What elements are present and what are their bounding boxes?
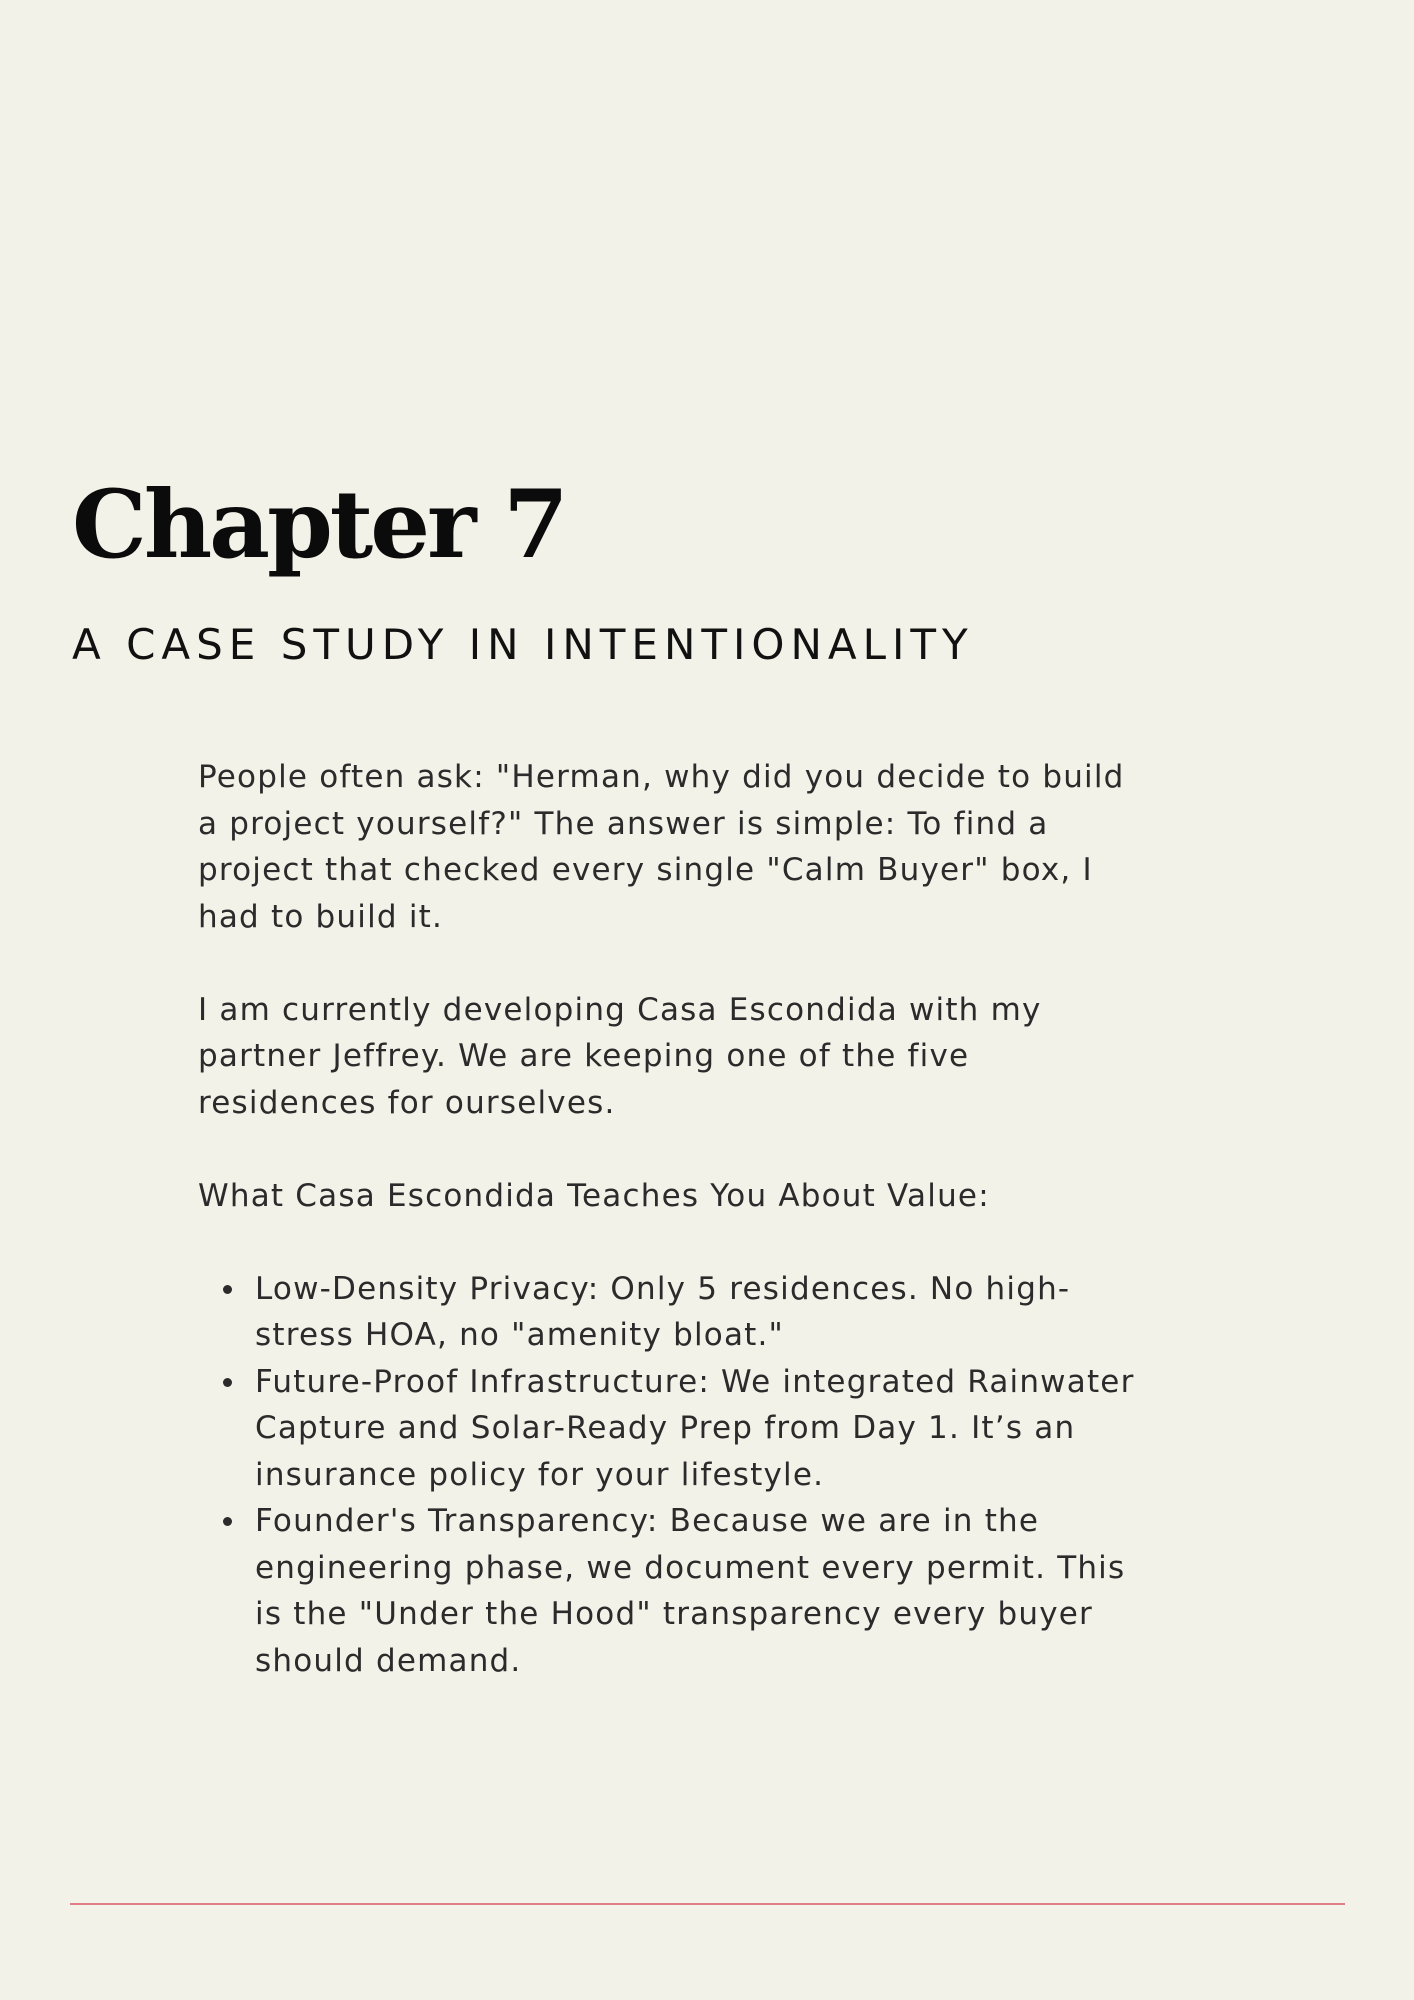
bullet-icon — [223, 1285, 232, 1294]
list-item-low-density-privacy — [255, 1266, 1138, 1359]
body-copy — [198, 754, 1138, 1684]
list-item-text: Founder's Transparency: Because we are in the engineering phase, we document every permit. This is the "Under the Hood" transparency every buyer should demand. — [255, 1503, 1126, 1679]
footer-divider — [70, 1903, 1345, 1905]
list-item-founders-transparency — [255, 1498, 1138, 1684]
value-list — [198, 1266, 1138, 1685]
development-paragraph: I am currently developing Casa Escondida with my partner Jeffrey. We are keeping one of the five residences for ourselves. — [198, 991, 1042, 1121]
bullet-icon — [223, 1378, 232, 1387]
chapter-subtitle: A CASE STUDY IN INTENTIONALITY — [72, 620, 974, 669]
intro-paragraph: People often ask: "Herman, why did you decide to build a project yourself?" The answer is simple: To find a project that checked every single "Calm Buyer" box, I had to build it. — [198, 759, 1125, 935]
list-item-text: Low-Density Privacy: Only 5 residences. No high-stress HOA, no "amenity bloat." — [255, 1270, 1071, 1353]
value-heading: What Casa Escondida Teaches You About Value: — [198, 1177, 990, 1214]
bullet-icon — [223, 1517, 232, 1526]
list-item-future-proof-infrastructure — [255, 1359, 1138, 1499]
list-item-text: Future-Proof Infrastructure: We integrated Rainwater Capture and Solar-Ready Prep from Day 1. It’s an insurance policy for your lifestyle. — [255, 1363, 1135, 1493]
chapter-title: Chapter 7 — [72, 470, 566, 580]
